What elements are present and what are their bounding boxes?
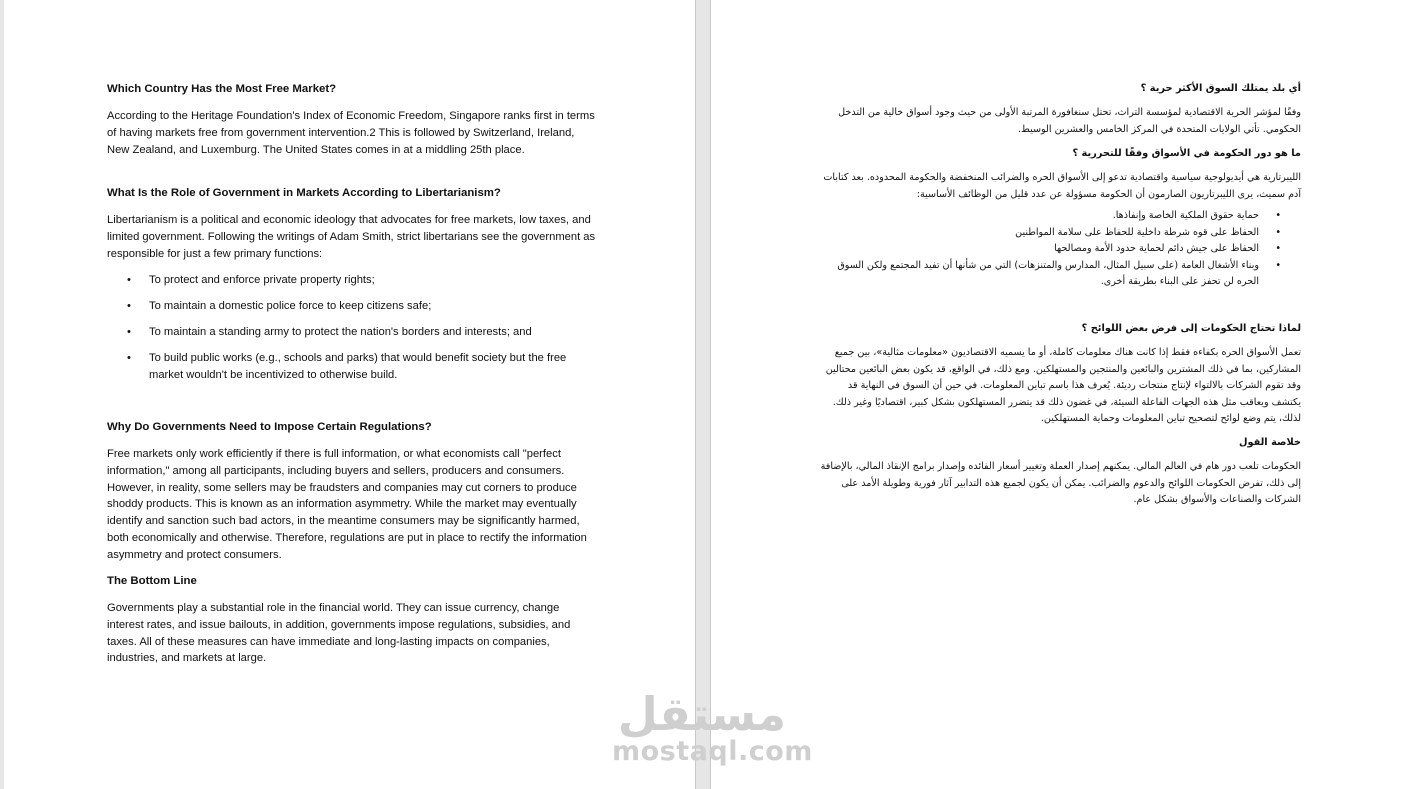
heading-most-free-market-ar: أي بلد يمتلك السوق الأكثر حرية ؟	[1140, 83, 1301, 94]
bullet-icon: •	[1275, 259, 1281, 271]
heading-libertarianism-ar: ما هو دور الحكومة في الأسواق وفقًا للتحررية ؟	[1072, 148, 1301, 159]
bullet-icon: •	[127, 274, 131, 287]
paragraph-bottom-line-ar: الحكومات تلعب دور هام في العالم المالي. يمكنهم إصدار العملة وتغيير أسعار الفائده وإصدار برامج الإنقاذ المالي، بالإضافة إلى ذلك، تفرض الحكومات اللوائح والدعوم والضرائب. يمكن أن يكون لجميع هذه التدابير آثار فورية وطويلة الأمد على الشركات والصناعات والأسواق بشكل عام.	[820, 461, 1301, 505]
paragraph-most-free-market-ar: وفقًا لمؤشر الحرية الاقتصادية لمؤسسة التراث، تحتل سنغافورة المرتبة الأولى من حيث وجود أسواق خالية من التدخل الحكومي. تأتي الولايات المتحدة في المركز الخامس والعشرين الوسيط.	[838, 107, 1301, 135]
list-item	[819, 225, 1301, 242]
list-item	[107, 324, 597, 341]
list-item	[107, 350, 597, 384]
section-bottom-line-ar	[819, 435, 1301, 509]
document-page-arabic	[711, 0, 1403, 789]
section-most-free-market-ar	[819, 81, 1301, 138]
list-item-text: To maintain a standing army to protect the nation's borders and interests; and	[149, 326, 532, 339]
section-libertarianism-ar	[819, 146, 1301, 291]
list-item	[819, 258, 1301, 291]
paragraph-bottom-line: Governments play a substantial role in the financial world. They can issue currency, change interest rates, and issue bailouts, in addition, governments impose regulations, subsidies, and taxes. All of these measures can have immediate and long-lasting impacts on companies, industries, and markets at large.	[107, 602, 571, 665]
page-gutter	[695, 0, 711, 789]
bullet-icon: •	[1275, 210, 1281, 221]
heading-bottom-line-ar: خلاصة القول	[1238, 437, 1301, 448]
section-libertarianism	[107, 185, 597, 393]
bullet-icon: •	[127, 300, 131, 313]
bullet-icon: •	[127, 352, 131, 365]
heading-regulations-ar: لماذا تحتاج الحكومات إلى فرض بعض اللوائح ؟	[1081, 323, 1301, 334]
heading-libertarianism: What Is the Role of Government in Markets According to Libertarianism?	[107, 187, 501, 199]
list-item-text: الحفاظ على قوه شرطة داخلية للحفاظ على سلامة المواطنين	[1015, 226, 1259, 238]
list-item	[107, 272, 597, 289]
bullet-icon: •	[1275, 243, 1281, 254]
list-item-text: الحفاظ على جيش دائم لحماية حدود الأمة ومصالحها	[1054, 243, 1259, 254]
document-page-english	[4, 0, 695, 789]
bullet-icon: •	[1275, 226, 1281, 238]
list-government-functions	[107, 272, 597, 384]
paragraph-most-free-market: According to the Heritage Foundation's Index of Economic Freedom, Singapore ranks first in terms of having markets free from government intervention.2 This is followed by Switzerland, Ireland, New Zealand, and Luxemburg. The United States comes in at a middling 25th place.	[107, 110, 595, 156]
list-item-text: حماية حقوق الملكية الخاصة وإنفاذها.	[1112, 210, 1259, 221]
section-most-free-market	[107, 81, 597, 158]
mostaql-watermark	[612, 687, 813, 767]
list-government-functions-ar	[819, 208, 1301, 291]
paragraph-regulations-ar: تعمل الأسواق الحره بكفاءه فقط إذا كانت هناك معلومات كاملة، أو ما يسميه الاقتصاديون «معلومات مثالية»، بين جميع المشاركين، بما في ذلك المشترين والبائعين والمنتجين والمستهلكين. ومع ذلك، في الواقع، قد يكون بعض البائعين محتالين وقد تقوم الشركات بالالتواء لإنتاج منتجات رديئة. يُعرف هذا باسم تباين المعلومات. في حين أن السوق في النهاية قد يكتشف ويعاقب مثل هذه الجهات الفاعلة السيئة، في غضون ذلك قد يتضرر المستهلكون بشكل كبير، اقتصاديًا وغير ذلك. لذلك، يتم وضع لوائح لتصحيح تباين المعلومات وحماية المستهلكين.	[825, 347, 1301, 424]
bullet-icon: •	[127, 326, 131, 339]
list-item-text: To protect and enforce private property rights;	[149, 274, 375, 287]
list-item-text: To maintain a domestic police force to keep citizens safe;	[149, 300, 432, 313]
list-item	[107, 298, 597, 315]
section-bottom-line	[107, 573, 597, 667]
section-regulations	[107, 419, 597, 564]
heading-bottom-line: The Bottom Line	[107, 575, 197, 587]
heading-regulations: Why Do Governments Need to Impose Certain Regulations?	[107, 421, 432, 433]
list-item-text: وبناء الأشغال العامة (على سبيل المثال، المدارس والمتنزهات) التي من شأنها أن تفيد المجتمع ولكن السوق الحره لن تحفز على البناء بطريقة أخرى.	[837, 259, 1259, 287]
watermark-logo-arabic: مستقل	[617, 687, 787, 741]
paragraph-libertarianism: Libertarianism is a political and economic ideology that advocates for free markets, low taxes, and limited government. Following the writings of Adam Smith, strict libertarians see the government as responsible for just a few primary functions:	[107, 214, 596, 260]
heading-most-free-market: Which Country Has the Most Free Market?	[107, 83, 337, 95]
list-item	[819, 208, 1301, 225]
section-regulations-ar	[819, 321, 1301, 428]
paragraph-regulations: Free markets only work efficiently if there is full information, or what economists call "perfect information," among all participants, including buyers and sellers, producers and consumers. However, in reality, some sellers may be fraudsters and companies may cut corners to produce shoddy products. This is known as an information asymmetry. While the market may eventually identify and sanction such bad actors, in the meantime consumers may be significantly harmed, both economically and otherwise. Therefore, regulations are put in place to rectify the information asymmetry and protect consumers.	[107, 448, 587, 561]
list-item-text: To build public works (e.g., schools and parks) that would benefit society but the free market wouldn't be incentivized to otherwise build.	[149, 352, 567, 382]
list-item	[819, 241, 1301, 258]
watermark-logo-latin: mostaql.com	[612, 736, 813, 767]
paragraph-libertarianism-ar: الليبرتارية هي أيديولوجية سياسية واقتصادية تدعو إلى الأسواق الحره والضرائب المنخفضة والحكومة المحدوده. بعد كتابات آدم سميث، يرى الليبرتاريون الصارمون أن الحكومة مسؤولة عن عدد قليل من الوظائف الأساسية:	[823, 172, 1301, 200]
